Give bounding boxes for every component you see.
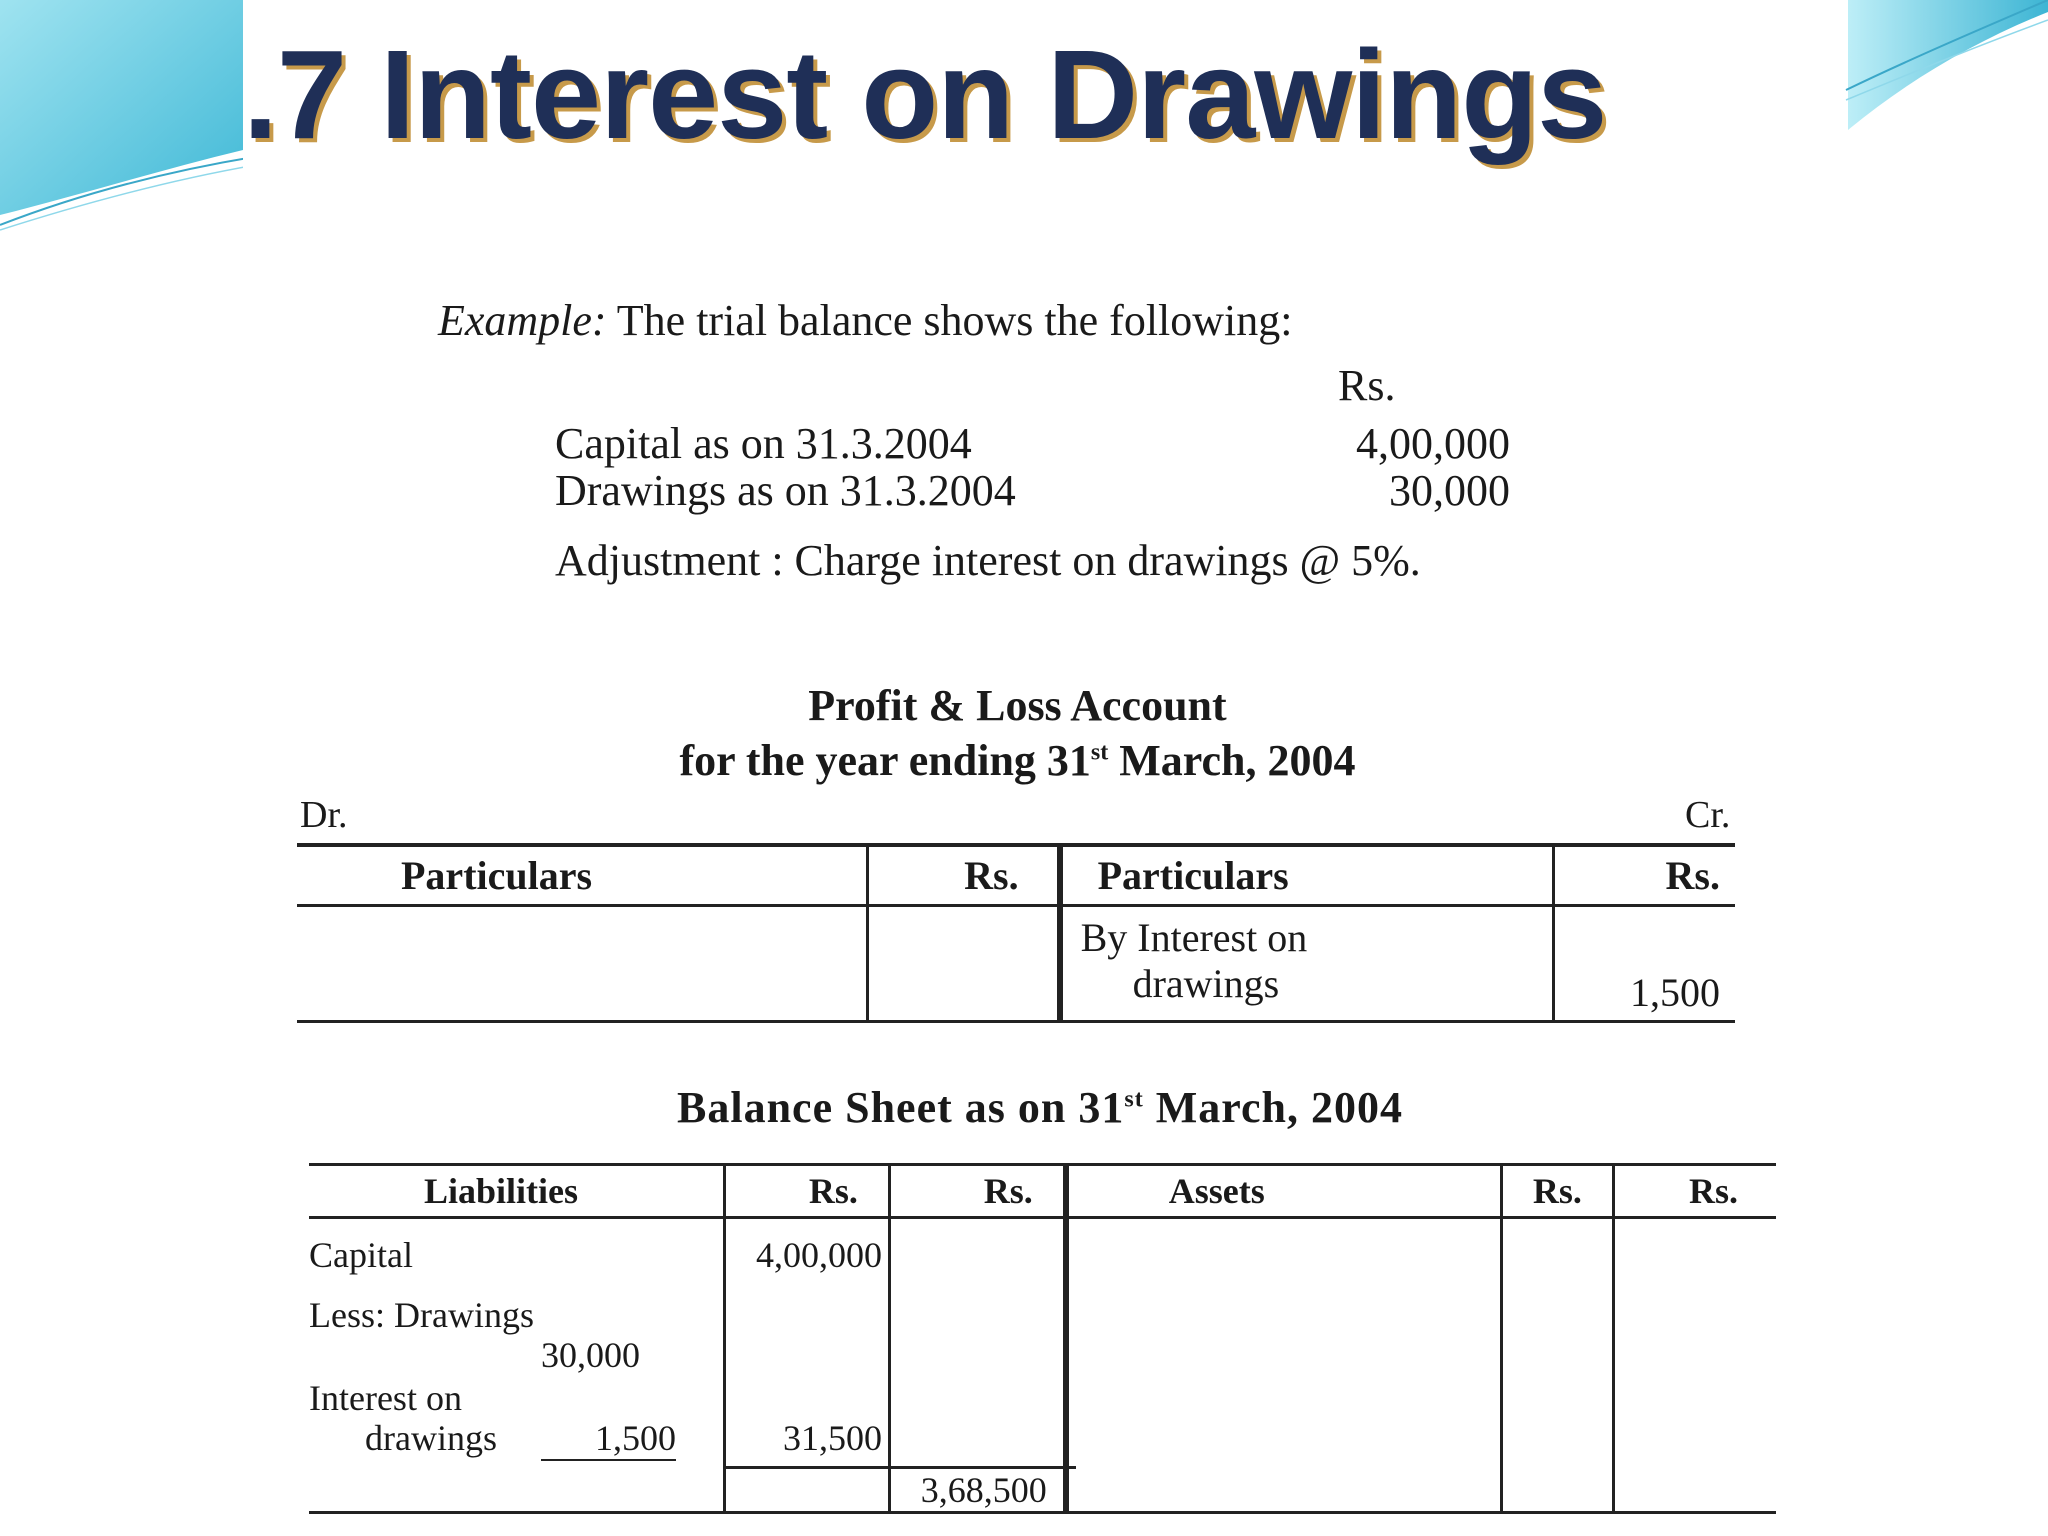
bs-deduction-total: 31,500 [782, 1418, 882, 1458]
pl-debit-amount-cell [867, 906, 1059, 1022]
slide-decoration-right [1788, 0, 2048, 140]
example-label: Example: [438, 296, 607, 345]
example-row-drawings-label: Drawings as on 31.3.2004 [555, 466, 1016, 515]
pl-period [300, 735, 1735, 786]
pl-credit-item-line2: drawings [1132, 961, 1280, 1006]
bs-rs-2-content [891, 1219, 1063, 1511]
bs-capital-amount: 4,00,000 [755, 1235, 882, 1275]
example-intro-text: The trial balance shows the following: [606, 296, 1293, 345]
bs-title-suffix: March, 2004 [1143, 1083, 1403, 1132]
pl-header-row [297, 845, 1735, 906]
slide-title: .7 Interest on Drawings [243, 24, 1607, 165]
example-currency-header: Rs. [1338, 361, 1396, 410]
bs-interest-amount: 1,500 [541, 1417, 676, 1461]
pl-period-suffix: March, 2004 [1108, 736, 1356, 785]
bs-body-row [309, 1218, 1776, 1513]
example-row-capital-label: Capital as on 31.3.2004 [555, 419, 972, 468]
bs-header-row [309, 1165, 1776, 1218]
bs-title [300, 1082, 1780, 1133]
pl-body-row [297, 906, 1735, 1022]
bs-net-capital: 3,68,500 [920, 1470, 1047, 1510]
bs-less-drawings-label: Less: Drawings [309, 1295, 534, 1335]
bs-header-rs-1: Rs. [725, 1165, 890, 1218]
bs-interest-label-line1: Interest on [309, 1378, 462, 1418]
example-row-capital-value: 4,00,000 [1356, 419, 1510, 468]
bs-capital-label: Capital [309, 1235, 413, 1275]
example-intro [438, 295, 1293, 346]
example-row-drawings-value: 30,000 [1389, 466, 1510, 515]
pl-credit-amount: 1,500 [1554, 906, 1735, 1022]
bs-interest-label-line2: drawings [365, 1418, 497, 1458]
pl-period-sup: st [1090, 739, 1109, 766]
bs-header-rs-2: Rs. [889, 1165, 1065, 1218]
bs-liabilities-cell [309, 1218, 725, 1513]
pl-period-prefix: for the year ending 31 [679, 736, 1091, 785]
bs-rs-2-cell [889, 1218, 1065, 1513]
pl-header-particulars-dr: Particulars [297, 845, 867, 906]
bs-header-rs-4: Rs. [1614, 1165, 1776, 1218]
bs-header-rs-3: Rs. [1501, 1165, 1614, 1218]
bs-drawings-amount: 30,000 [541, 1335, 640, 1375]
pl-debit-label: Dr. [300, 794, 348, 836]
bs-rs-3-cell [1501, 1218, 1614, 1513]
bs-assets-cell [1066, 1218, 1501, 1513]
example-adjustment: Adjustment : Charge interest on drawings @ 5%. [555, 536, 1421, 585]
pl-credit-item-line1: By Interest on [1080, 915, 1308, 960]
bs-header-liabilities: Liabilities [309, 1165, 725, 1218]
pl-title: Profit & Loss Account [808, 681, 1227, 730]
bs-liabilities-content [309, 1219, 723, 1511]
bs-rs-1-content [726, 1219, 888, 1511]
bs-table [309, 1163, 1776, 1514]
bs-title-sup: st [1124, 1086, 1144, 1113]
bs-rs-4-cell [1614, 1218, 1776, 1513]
bs-title-prefix: Balance Sheet as on 31 [677, 1083, 1125, 1132]
pl-credit-label: Cr. [1685, 794, 1731, 836]
pl-credit-particulars-cell [1060, 906, 1554, 1022]
pl-header-rs-dr: Rs. [867, 845, 1059, 906]
pl-debit-particulars-cell [297, 906, 867, 1022]
bs-rs-1-cell [725, 1218, 890, 1513]
bs-header-assets: Assets [1066, 1165, 1501, 1218]
pl-table [297, 843, 1735, 1023]
pl-header-particulars-cr: Particulars [1060, 845, 1554, 906]
pl-header-rs-cr: Rs. [1554, 845, 1735, 906]
